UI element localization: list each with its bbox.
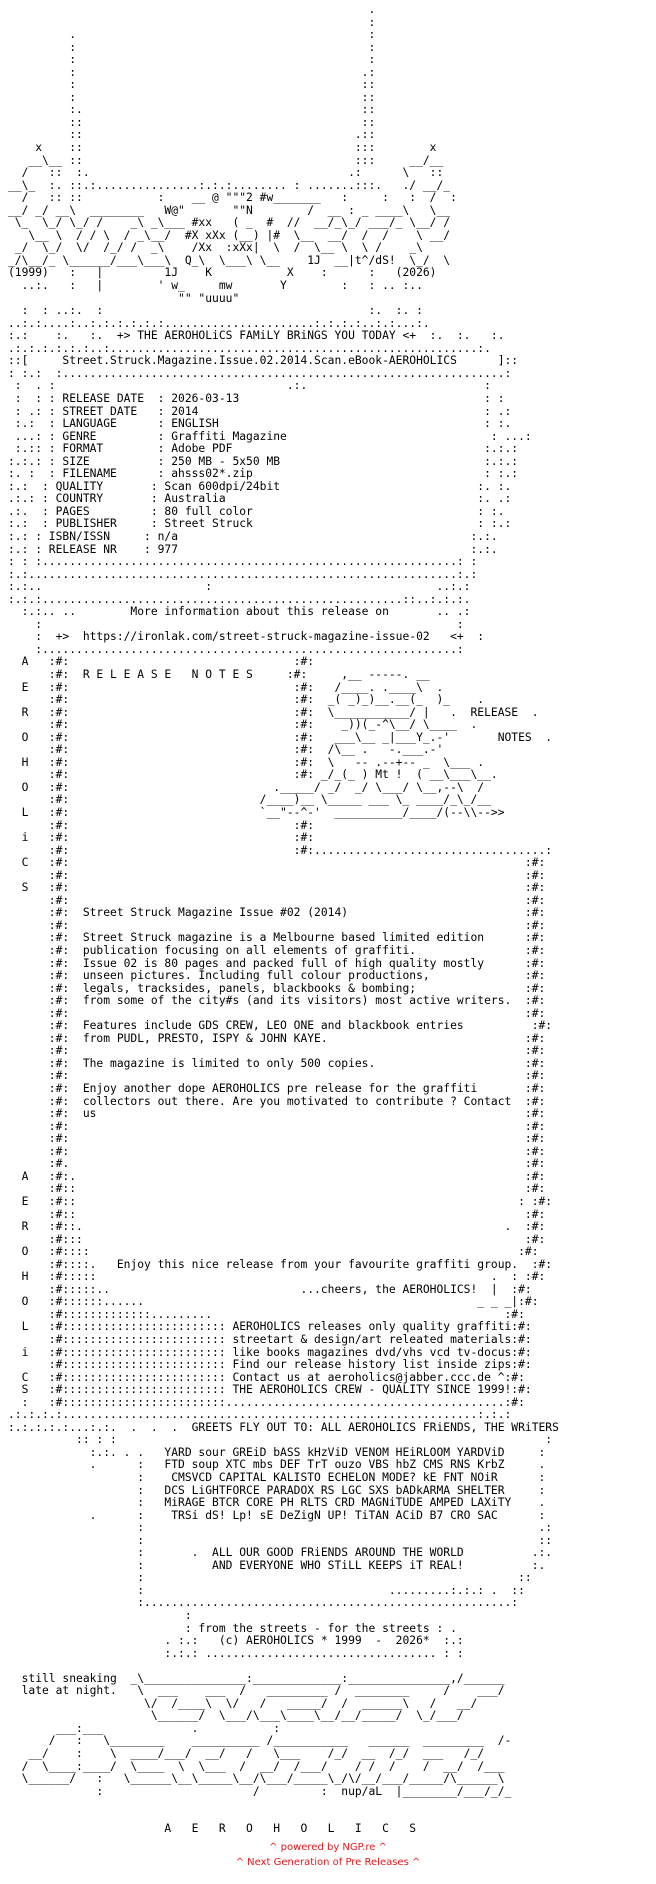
nfo-line: :.:.: .................................. : : [8,1646,464,1660]
nfo-line: . [8,3,376,16]
nfo-line: : MiRAGE BTCR CORE PH RLTS CRD MAGNiTUDE AMPED LAXiTY . [8,1496,546,1510]
nfo-line: : :.: :.................................................................: [8,366,512,380]
nfo-line: O :#::::::...... _ _ _|:#: [8,1295,539,1309]
nfo-line: :.:.: : SIZE : 250 MB - 5x50 MB :.:.: [8,454,519,468]
nfo-line: :#: Street Struck magazine is a Melbourne based limited edition :#: [8,931,546,945]
nfo-line: i :#: :#: [8,831,315,845]
nfo-line: C :#:::::::::::::::::::::::: Contact us at aeroholics@jabber.ccc.de ^:#: [8,1370,525,1384]
nfo-line: : / : nup/aL |________/___/_/_ [8,1784,512,1798]
nfo-line: :.: : LANGUAGE : ENGLISH : :. [8,417,512,431]
nfo-line: :#: :#: [8,893,546,907]
nfo-line: O :#: ._____/ _/ _/ \___/ \__,--\ / [8,780,485,794]
nfo-line: A :#: :#: [8,655,315,669]
nfo-line: : :: [8,78,376,92]
nfo-line: \______/ \___/\___\____\__/__/_____/ \_/___/ [8,1709,464,1723]
nfo-line: _/ \_/ \/ /_/ / _\ /Xx :xXx| \ / \__ \ \ / _\ [8,241,423,255]
nfo-line: ...: : GENRE : Graffiti Magazine : ...: [8,429,532,443]
nfo-line: :.:. . . YARD sour GREiD bASS kHzViD VENOM HEiRLOOM YARDViD : [8,1445,546,1459]
nfo-line: :.:...............................................................:.: [8,567,478,581]
nfo-line: ..:.:....:..:.:.:.:.:.:......................:.:.:.:..:.:...:. [8,316,430,330]
nfo-line: :.: : RELEASE NR : 977 :.:. [8,542,498,556]
nfo-line: A E R O H O L I C S [8,1822,417,1836]
nfo-line: : : ..:. : :. :. : [8,304,423,318]
nfo-line: :#::::. Enjoy this nice release from your favourite graffiti group. :#: [8,1257,553,1271]
nfo-line: . :.: (c) AEROHOLICS * 1999 - 2026* :.: [8,1634,464,1648]
nfo-line: S :#:::::::::::::::::::::::: THE AEROHOLICS CREW - QUALITY SINCE 1999!:#: [8,1383,532,1397]
nfo-line: L :#:::::::::::::::::::::::: AEROHOLICS releases only quality graffiti:#: [8,1320,532,1334]
nfo-line: : [8,1609,192,1622]
nfo-line: :#. :#: [8,1157,546,1171]
nfo-line: .:.:.:.:.............................................................:.:.: [8,1408,512,1422]
nfo-line: .:.: : COUNTRY : Australia :. .: [8,492,512,506]
nfo-line: late at night. \ ___ ___ / _________ / ________ / ___/ [8,1684,505,1698]
nfo-line: E :#: :#: /____. .____\ . [8,680,444,694]
nfo-line: O :#:::: :#: [8,1245,539,1259]
nfo-line: : .: : STREET DATE : 2014 : .: [8,404,512,418]
nfo-line: :#: :#: [8,1044,546,1058]
nfo-line: :.............................................................: [8,642,464,656]
nfo-line: :.:: : FORMAT : Adobe PDF :.:.: [8,442,519,456]
nfo-line: :......................................................: [8,1596,519,1610]
nfo-line: : CMSVCD CAPITAL KALISTO ECHELON MODE? kE FNT NOiR : [8,1470,546,1484]
nfo-line: :#:::::::::::::......... :#: [8,1307,525,1321]
nfo-line: :.:.:.....................................................::..:.:.:. [8,592,471,606]
nfo-line: \______/ : \______\__\_____\__/\___/_____\_/\/__/___/_____/\______\ [8,1772,505,1786]
nfo-line: . : FTD soup XTC mbs DEF TrT ouzo VBS hbZ CMS RNS KrbZ . [8,1458,546,1472]
nfo-line: : :: [8,1533,553,1547]
nfo-line: :.:.. : ..:.: [8,580,471,594]
nfo-line: :#: :#: [8,918,546,932]
nfo-line: : [8,15,376,29]
nfo-line: :.: : PUBLISHER : Street Struck : :.: [8,517,512,531]
powered-by-label: ^ powered by NGP.re ^ [269,1842,387,1853]
nfo-line: :#:: :#: [8,1207,546,1221]
nfo-line: R :#: :#: \___________/ | . RELEASE . [8,705,539,719]
nfo-line: still sneaking _\_______________:_____________:_______________,/______ [8,1671,505,1685]
nfo-line: :#: Enjoy another dope AEROHOLICS pre release for the graffiti :#: [8,1082,546,1096]
nfo-line: :#: :#: [8,868,546,882]
nfo-line: H :#: :#: \ -- .--+-- _ \___ . [8,755,485,769]
nfo-line: \__ \ / / \ / _\__/ #X xXx (__) |# \__ __/ / / \ __/ [8,228,451,242]
nfo-line: : :: [8,1571,532,1585]
nfo-line: : . ALL OUR GOOD FRiENDS AROUND THE WORLD .:. [8,1546,553,1560]
nfo-line: :#: :#: _))(_-^\__/ \____ . [8,718,478,732]
nfo-line: :. :: [8,103,376,117]
nfo-line: __/ : \ ____/___/ __/ / \___ /_/ __ /_/ ___ /_/ [8,1747,485,1761]
nfo-line: i :#:::::::::::::::::::::::: like books magazines dvd/vhs vcd tv-docus:#: [8,1345,532,1359]
nfo-line: x :: ::: x [8,141,437,155]
nfo-line: : . : .:. : [8,379,491,393]
nfo-ascii-art [0,3,656,1836]
nfo-line: :: :: [8,115,376,129]
nfo-line [8,1797,511,1810]
footer [0,1840,656,1870]
nfo-line: :.:.. .. More information about this release on .. .: [8,605,471,619]
nfo-line: "" "uuuu" [8,291,240,305]
nfo-line: :. : : FILENAME : ahsss02*.zip : :.: [8,467,519,481]
nfo-line: :#: Features include GDS CREW, LEO ONE and blackbook entries :#: [8,1019,553,1033]
nfo-line: : :: [8,90,376,104]
nfo-line: ::[ Street.Struck.Magazine.Issue.02.2014.Scan.eBook-AEROHOLICS ]:: [8,354,519,368]
nfo-line: :#: :#: [8,1132,546,1146]
nfo-line: : .: [8,1521,553,1535]
nfo-line: : from the streets - for the streets : . [8,1621,457,1635]
nfo-line: H :#::::: . : :#: [8,1270,546,1284]
nfo-line: . : TRSi dS! Lp! sE DeZigN UP! TiTAN ACiD B7 CRO SAC : [8,1508,546,1522]
nfo-line: \/ /____\ \/ / _____/ / ______\ / __/ [8,1696,478,1710]
nfo-line: :: .:: [8,128,376,142]
nfo-line: : : [8,40,376,54]
nfo-line: \_ \_/ \_/ / _\ _\___ #xx ( _ # // __/_\_/ ___/_ \__/ / [8,216,451,230]
nfo-line: :#: :#: [8,1119,546,1133]
nfo-line: :#: /____)__ \_____ ___ \_ ____/_\_/__ [8,793,491,807]
nfo-line: __\__ :: ::: __/__ [8,153,444,167]
nfo-line: : : [8,53,376,67]
nfo-line: / :: :: : __ @ """2 #w_______ : : : / : [8,191,457,205]
nfo-line: : : :.............................................................: : [8,555,478,569]
nfo-line: _/\__/_ \______/___\___\ Q_\ \___\ \__ 1J __|t^/dS! \_/ \ [8,253,451,267]
nfo-line: __/ _/ __\ ________ W@" ""N / __ : _ ____\ \__ [8,203,451,217]
nfo-line: :#: Issue 02 is 80 pages and packed full of high quality mostly :#: [8,956,546,970]
tagline-label: ^ Next Generation of Pre Releases ^ [235,1857,421,1868]
nfo-line: : DCS LiGHTFORCE PARADOX RS LGC SXS bADkARMA SHELTER : [8,1483,546,1497]
nfo-line: :#: us :#: [8,1107,546,1121]
nfo-line: :#: collectors out there. Are you motivated to contribute ? Contact :#: [8,1094,546,1108]
nfo-line: : : : RELEASE DATE : 2026-03-13 : : [8,391,505,405]
nfo-line: :#:::::::::::::::::::::::: streetart & design/art releated materials:#: [8,1332,532,1346]
nfo-line: :#: :#: [8,1069,546,1083]
nfo-line: L :#: `__"--^-' __________/____/(--\\-->> [8,806,505,819]
nfo-line: :: : : : [8,1433,553,1447]
nfo-line: :#: publication focusing on all elements of graffiti. :#: [8,944,546,958]
nfo-line: :#: Street Struck Magazine Issue #02 (2014) :#: [8,906,546,920]
nfo-line: :#: R E L E A S E N O T E S :#: ,__ -----. __ [8,667,430,681]
nfo-line: :#: The magazine is limited to only 500 copies. :#: [8,1056,546,1070]
nfo-line: O :#: :#: ___\__ _|___Y_.-' NOTES . [8,730,553,744]
nfo-line: :.: :. :. +> THE AEROHOLiCS FAMiLY BRiNGS YOU TODAY <+ :. :. :. [8,329,505,343]
nfo-line: :#: :#: [8,818,315,832]
nfo-line: :.: : ISBN/ISSN : n/a :.:. [8,529,498,543]
nfo-line: : .: [8,65,376,79]
nfo-line: :#: :#: _/_(_ ) Mt ! ( __\___\__. [8,768,498,782]
nfo-line: :#: :#: [8,1144,546,1158]
nfo-line: :#: unseen pictures. Including full colour productions, :#: [8,969,546,983]
nfo-line: :#:::::.. ...cheers, the AEROHOLICS! | :#: [8,1282,532,1296]
nfo-line: R :#::. . :#: [8,1220,546,1234]
nfo-line: / \____:____/ \____ \ \___ / __/ /___/ / / / / __/ /___ [8,1759,505,1773]
nfo-line: : .........:.:.: . :: [8,1583,525,1597]
nfo-line: / :: :. .: \ :: [8,166,444,180]
nfo-line: :#:::::::::::::::::::::::: Find our release history list inside zips:#: [8,1358,532,1372]
nfo-line: :#: :#: /\__ . -.___.-' [8,743,444,757]
nfo-line: : :#::::::::::::::::::::::::.........................................:#: [8,1395,525,1409]
nfo-line: :#: :#: [8,1006,546,1020]
nfo-line: : AND EVERYONE WHO STiLL KEEPS iT REAL! :. [8,1558,546,1572]
nfo-line: ___:___ . : [8,1721,281,1735]
nfo-line: . : [8,28,376,42]
nfo-line: ..:. : | ' w_ mw Y : : .. :.. [8,279,423,293]
nfo-line: E :#:: : :#: [8,1194,553,1208]
nfo-line: :.:.:.:.:...:.:. . . . GREETS FLY OUT TO: ALL AEROHOLICS FRiENDS, THE WRiTERS [8,1420,559,1434]
nfo-line: : +> https://ironlak.com/street-struck-magazine-issue-02 <+ : [8,630,485,644]
nfo-line: .:.:.:.:.:.:..:......................................................:. [8,341,491,355]
nfo-line: / : \________ __________ /___________ ______ _________ /- [8,1734,512,1748]
nfo-line: A :#:. :#: [8,1169,546,1183]
nfo-line: :#: :#: _( _)_)__.__(_ )_ . [8,693,485,707]
nfo-line: :#: legals, tracksides, panels, blackbooks & bombing; :#: [8,981,546,995]
nfo-line: .:. : PAGES : 80 full color : :. [8,504,505,518]
nfo-line: :#: :#:..................................: [8,843,553,857]
nfo-line: : : [8,617,464,631]
nfo-line: :#: from some of the city#s (and its visitors) most active writers. :#: [8,994,546,1008]
nfo-line: C :#: :#: [8,856,546,870]
nfo-line: :#::: :#: [8,1232,546,1246]
nfo-line: __\_ :. ::.:...............:.:.:........ : .......:::. ./ __/_ [8,178,451,192]
nfo-line: :#: from PUDL, PRESTO, ISPY & JOHN KAYE. :#: [8,1031,546,1045]
nfo-line: S :#: :#: [8,881,546,895]
nfo-line: :.: : QUALITY : Scan 600dpi/24bit :. :. [8,479,512,493]
nfo-line: :#:: :#: [8,1182,546,1196]
nfo-line: (1999) : | 1J K X : : (2026) [8,266,437,280]
